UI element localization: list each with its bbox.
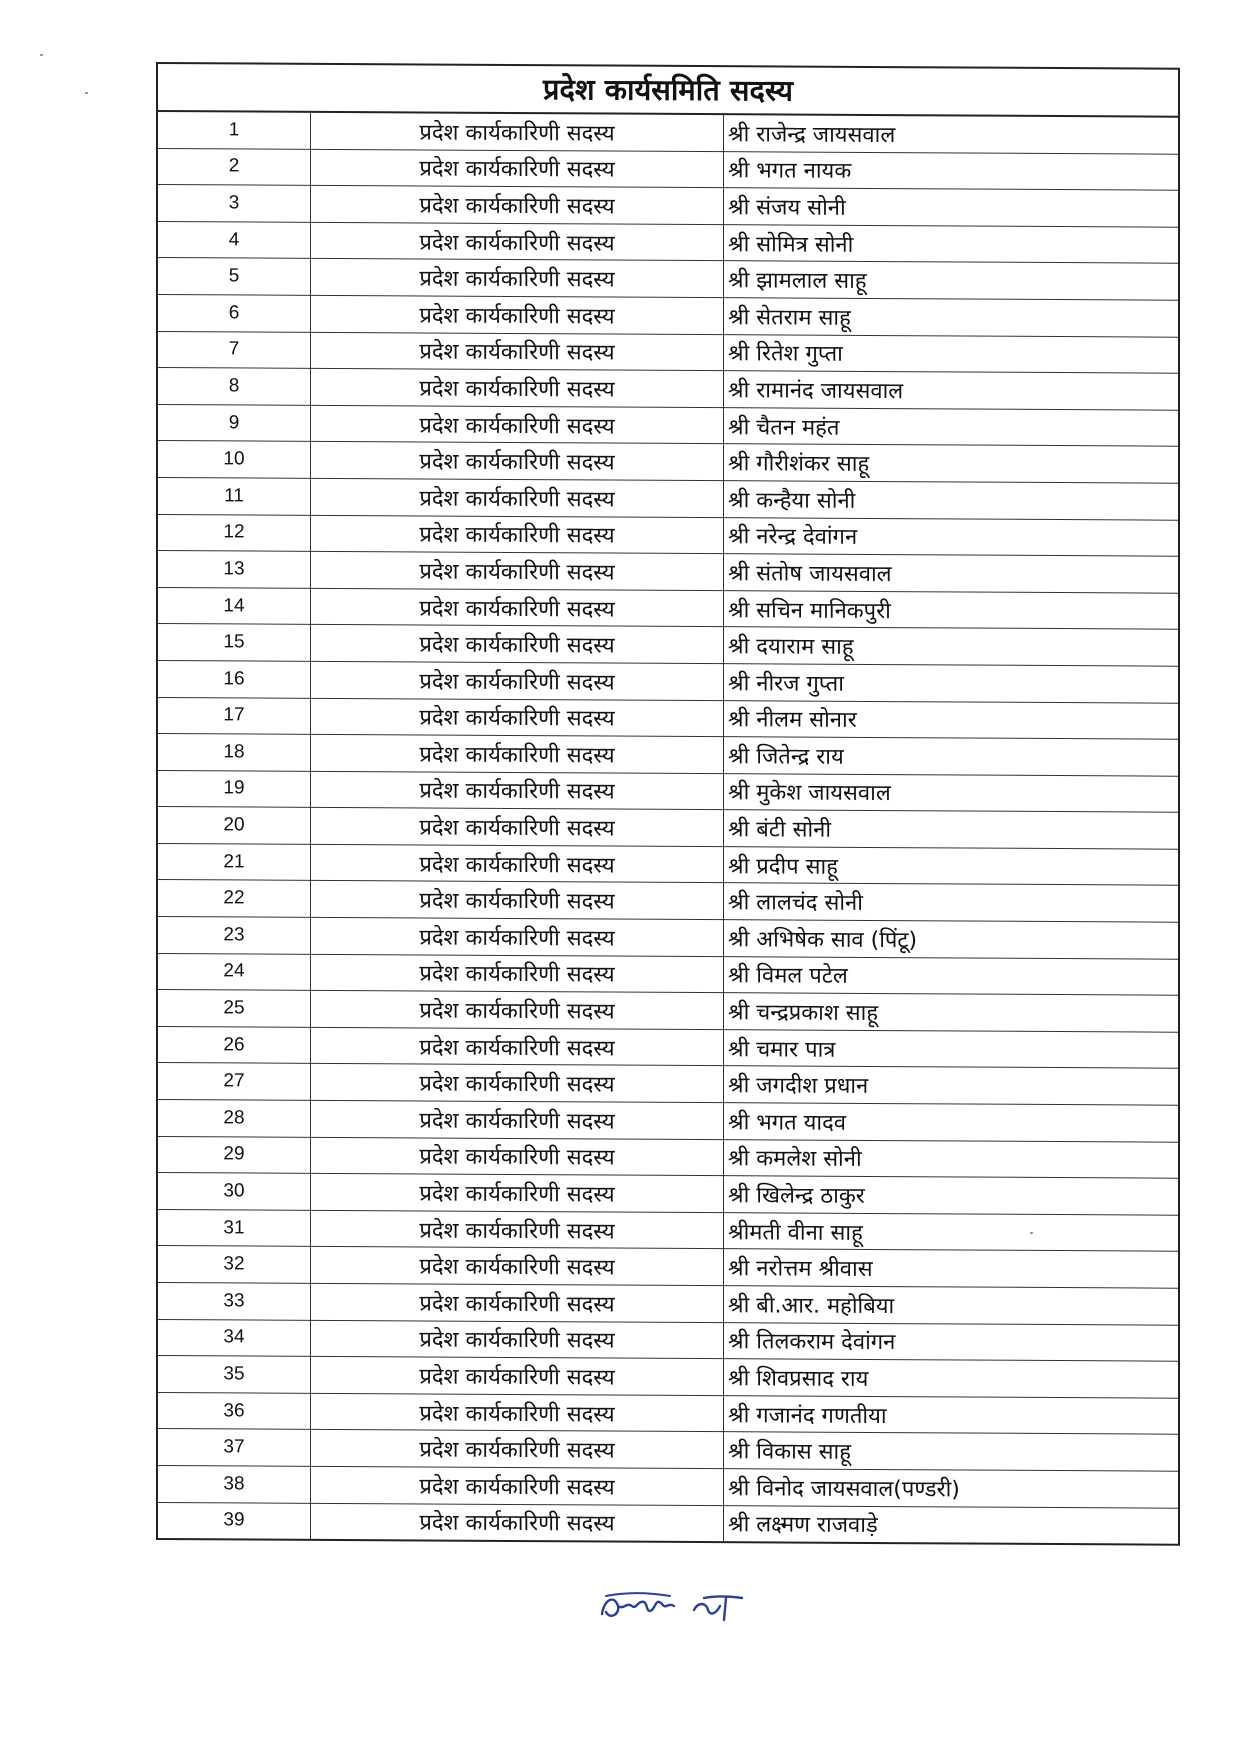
member-name-cell: श्री नरेन्द्र देवांगन	[724, 517, 1179, 556]
member-name-cell: श्री विकास साहू	[724, 1432, 1179, 1471]
serial-number-cell: 24	[158, 953, 311, 990]
serial-number-cell: 15	[158, 624, 311, 661]
table-row	[158, 368, 1178, 410]
members-table	[158, 112, 1178, 1544]
member-name-cell: श्री अभिषेक साव (पिंटू)	[724, 920, 1179, 959]
table-row	[158, 1100, 1178, 1142]
serial-number-cell: 8	[158, 368, 311, 405]
serial-number-cell: 6	[158, 294, 311, 331]
member-name-cell: श्री बी.आर. महोबिया	[724, 1286, 1179, 1325]
member-name-cell: श्री संजय सोनी	[724, 188, 1179, 227]
designation-cell: प्रदेश कार्यकारिणी सदस्य	[311, 1430, 724, 1469]
member-name-cell: श्री चैतन महंत	[724, 407, 1179, 446]
serial-number-cell: 34	[158, 1319, 311, 1356]
designation-cell: प्रदेश कार्यकारिणी सदस्य	[311, 625, 724, 664]
table-row	[158, 843, 1178, 885]
table-row	[158, 697, 1178, 739]
table-row	[158, 1356, 1178, 1398]
member-name-cell: श्री विमल पटेल	[724, 956, 1179, 995]
table-row	[158, 331, 1178, 373]
designation-cell: प्रदेश कार्यकारिणी सदस्य	[311, 515, 724, 554]
serial-number-cell: 23	[158, 917, 311, 954]
designation-cell: प्रदेश कार्यकारिणी सदस्य	[311, 405, 724, 444]
serial-number-cell: 32	[158, 1246, 311, 1283]
table-row	[158, 477, 1178, 519]
table-row	[158, 734, 1178, 776]
table-row	[158, 1026, 1178, 1068]
designation-cell: प्रदेश कार्यकारिणी सदस्य	[311, 771, 724, 810]
table-row	[158, 294, 1178, 336]
table-row	[158, 514, 1178, 556]
table-row	[158, 953, 1178, 995]
member-name-cell: श्री तिलकराम देवांगन	[724, 1322, 1179, 1361]
table-row	[158, 1319, 1178, 1361]
serial-number-cell: 12	[158, 514, 311, 551]
table-row	[158, 880, 1178, 922]
table-row	[158, 1465, 1178, 1507]
serial-number-cell: 25	[158, 990, 311, 1027]
table-row	[158, 917, 1178, 959]
designation-cell: प्रदेश कार्यकारिणी सदस्य	[311, 917, 724, 956]
member-name-cell: श्री लालचंद सोनी	[724, 883, 1179, 922]
table-row	[158, 990, 1178, 1032]
member-name-cell: श्री नरोत्तम श्रीवास	[724, 1249, 1179, 1288]
members-table-body	[158, 112, 1178, 1544]
member-name-cell: श्री कमलेश सोनी	[724, 1139, 1179, 1178]
member-name-cell: श्री संतोष जायसवाल	[724, 554, 1179, 593]
designation-cell: प्रदेश कार्यकारिणी सदस्य	[311, 1503, 724, 1541]
serial-number-cell: 13	[158, 551, 311, 588]
members-table-frame	[156, 62, 1180, 1546]
table-row	[158, 221, 1178, 263]
designation-cell: प्रदेश कार्यकारिणी सदस्य	[311, 734, 724, 773]
table-row	[158, 1502, 1178, 1544]
designation-cell: प्रदेश कार्यकारिणी सदस्य	[311, 442, 724, 481]
member-name-cell: श्री जितेन्द्र राय	[724, 737, 1179, 776]
member-name-cell: श्री रितेश गुप्ता	[724, 334, 1179, 373]
member-name-cell: श्री बंटी सोनी	[724, 810, 1179, 849]
table-row	[158, 1392, 1178, 1434]
table-row	[158, 1429, 1178, 1471]
serial-number-cell: 1	[158, 112, 311, 149]
signature-image	[596, 1580, 756, 1632]
member-name-cell: श्री नीलम सोनार	[724, 700, 1179, 739]
designation-cell: प्रदेश कार्यकारिणी सदस्य	[311, 991, 724, 1030]
serial-number-cell: 33	[158, 1283, 311, 1320]
table-row	[158, 807, 1178, 849]
table-row	[158, 148, 1178, 190]
member-name-cell: श्री सोमित्र सोनी	[724, 224, 1179, 263]
serial-number-cell: 2	[158, 148, 311, 185]
designation-cell: प्रदेश कार्यकारिणी सदस्य	[311, 1320, 724, 1359]
serial-number-cell: 31	[158, 1209, 311, 1246]
page-title: प्रदेश कार्यसमिति सदस्य	[158, 64, 1178, 118]
serial-number-cell: 26	[158, 1026, 311, 1063]
table-row	[158, 404, 1178, 446]
member-name-cell: श्री खिलेन्द्र ठाकुर	[724, 1176, 1179, 1215]
serial-number-cell: 38	[158, 1465, 311, 1502]
member-name-cell: श्री शिवप्रसाद राय	[724, 1359, 1179, 1398]
serial-number-cell: 28	[158, 1100, 311, 1137]
serial-number-cell: 4	[158, 221, 311, 258]
designation-cell: प्रदेश कार्यकारिणी सदस्य	[311, 1210, 724, 1249]
serial-number-cell: 7	[158, 331, 311, 368]
member-name-cell: श्री प्रदीप साहू	[724, 847, 1179, 886]
member-name-cell: श्री नीरज गुप्ता	[724, 664, 1179, 703]
designation-cell: प्रदेश कार्यकारिणी सदस्य	[311, 1283, 724, 1322]
serial-number-cell: 9	[158, 404, 311, 441]
member-name-cell: श्रीमती वीना साहू	[724, 1212, 1179, 1251]
table-row	[158, 587, 1178, 629]
designation-cell: प्रदेश कार्यकारिणी सदस्य	[311, 1100, 724, 1139]
designation-cell: प्रदेश कार्यकारिणी सदस्य	[311, 113, 724, 151]
serial-number-cell: 35	[158, 1356, 311, 1393]
designation-cell: प्रदेश कार्यकारिणी सदस्य	[311, 1174, 724, 1213]
designation-cell: प्रदेश कार्यकारिणी सदस्य	[311, 369, 724, 408]
designation-cell: प्रदेश कार्यकारिणी सदस्य	[311, 259, 724, 298]
serial-number-cell: 18	[158, 734, 311, 771]
member-name-cell: श्री सचिन मानिकपुरी	[724, 590, 1179, 629]
member-name-cell: श्री गौरीशंकर साहू	[724, 444, 1179, 483]
member-name-cell: श्री चन्द्रप्रकाश साहू	[724, 993, 1179, 1032]
serial-number-cell: 21	[158, 843, 311, 880]
table-row	[158, 1209, 1178, 1251]
designation-cell: प्रदेश कार्यकारिणी सदस्य	[311, 661, 724, 700]
designation-cell: प्रदेश कार्यकारिणी सदस्य	[311, 1247, 724, 1286]
member-name-cell: श्री रामानंद जायसवाल	[724, 371, 1179, 410]
designation-cell: प्रदेश कार्यकारिणी सदस्य	[311, 222, 724, 261]
serial-number-cell: 3	[158, 185, 311, 222]
member-name-cell: श्री जगदीश प्रधान	[724, 1066, 1179, 1105]
designation-cell: प्रदेश कार्यकारिणी सदस्य	[311, 186, 724, 225]
designation-cell: प्रदेश कार्यकारिणी सदस्य	[311, 149, 724, 188]
designation-cell: प्रदेश कार्यकारिणी सदस्य	[311, 332, 724, 371]
serial-number-cell: 16	[158, 660, 311, 697]
designation-cell: प्रदेश कार्यकारिणी सदस्य	[311, 295, 724, 334]
table-row	[158, 624, 1178, 666]
table-row	[158, 185, 1178, 227]
member-name-cell: श्री चमार पात्र	[724, 1030, 1179, 1069]
serial-number-cell: 11	[158, 477, 311, 514]
designation-cell: प्रदेश कार्यकारिणी सदस्य	[311, 1466, 724, 1505]
serial-number-cell: 27	[158, 1063, 311, 1100]
member-name-cell: श्री मुकेश जायसवाल	[724, 773, 1179, 812]
member-name-cell: श्री सेतराम साहू	[724, 298, 1179, 337]
member-name-cell: श्री दयाराम साहू	[724, 627, 1179, 666]
table-row	[158, 441, 1178, 483]
scan-speck	[85, 92, 88, 94]
member-name-cell: श्री कन्हैया सोनी	[724, 481, 1179, 520]
serial-number-cell: 29	[158, 1136, 311, 1173]
designation-cell: प्रदेश कार्यकारिणी सदस्य	[311, 844, 724, 883]
member-name-cell: श्री गजानंद गणतीया	[724, 1395, 1179, 1434]
designation-cell: प्रदेश कार्यकारिणी सदस्य	[311, 1393, 724, 1432]
member-name-cell: श्री राजेन्द्र जायसवाल	[724, 115, 1179, 154]
serial-number-cell: 20	[158, 807, 311, 844]
designation-cell: प्रदेश कार्यकारिणी सदस्य	[311, 881, 724, 920]
serial-number-cell: 22	[158, 880, 311, 917]
table-row	[158, 112, 1178, 154]
table-row	[158, 770, 1178, 812]
designation-cell: प्रदेश कार्यकारिणी सदस्य	[311, 1357, 724, 1396]
serial-number-cell: 39	[158, 1502, 311, 1539]
serial-number-cell: 19	[158, 770, 311, 807]
table-row	[158, 1063, 1178, 1105]
table-row	[158, 258, 1178, 300]
serial-number-cell: 36	[158, 1392, 311, 1429]
scan-speck	[40, 54, 43, 56]
serial-number-cell: 17	[158, 697, 311, 734]
member-name-cell: श्री भगत यादव	[724, 1103, 1179, 1142]
member-name-cell: श्री विनोद जायसवाल(पण्डरी)	[724, 1469, 1179, 1508]
table-row	[158, 660, 1178, 702]
designation-cell: प्रदेश कार्यकारिणी सदस्य	[311, 1027, 724, 1066]
designation-cell: प्रदेश कार्यकारिणी सदस्य	[311, 588, 724, 627]
member-name-cell: श्री झामलाल साहू	[724, 261, 1179, 300]
serial-number-cell: 37	[158, 1429, 311, 1466]
table-row	[158, 551, 1178, 593]
designation-cell: प्रदेश कार्यकारिणी सदस्य	[311, 1064, 724, 1103]
member-name-cell: श्री लक्ष्मण राजवाड़े	[724, 1505, 1179, 1544]
designation-cell: प्रदेश कार्यकारिणी सदस्य	[311, 698, 724, 737]
serial-number-cell: 10	[158, 441, 311, 478]
designation-cell: प्रदेश कार्यकारिणी सदस्य	[311, 1137, 724, 1176]
serial-number-cell: 5	[158, 258, 311, 295]
table-row	[158, 1283, 1178, 1325]
table-row	[158, 1173, 1178, 1215]
designation-cell: प्रदेश कार्यकारिणी सदस्य	[311, 478, 724, 517]
serial-number-cell: 30	[158, 1173, 311, 1210]
member-name-cell: श्री भगत नायक	[724, 151, 1179, 190]
designation-cell: प्रदेश कार्यकारिणी सदस्य	[311, 551, 724, 590]
table-row	[158, 1246, 1178, 1288]
table-row	[158, 1136, 1178, 1178]
designation-cell: प्रदेश कार्यकारिणी सदस्य	[311, 808, 724, 847]
designation-cell: प्रदेश कार्यकारिणी सदस्य	[311, 954, 724, 993]
serial-number-cell: 14	[158, 587, 311, 624]
